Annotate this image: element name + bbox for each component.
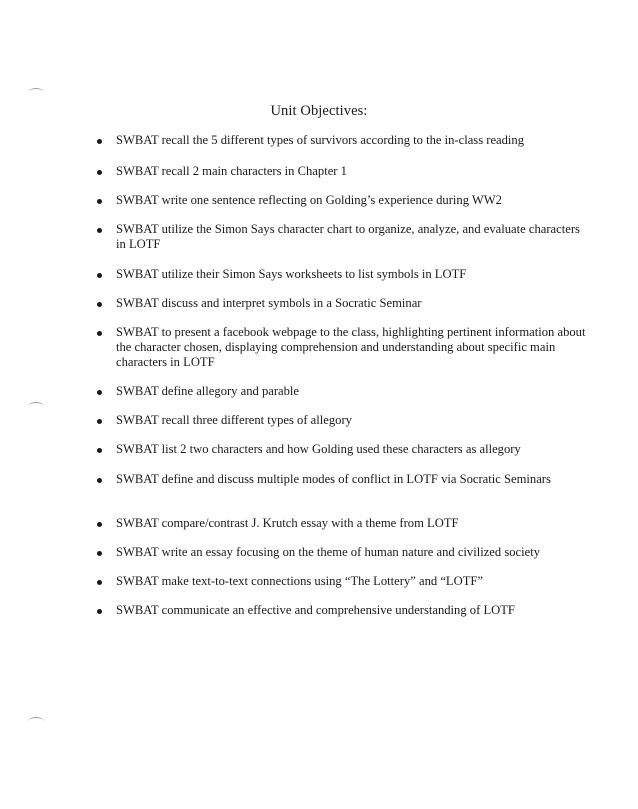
objective-text: SWBAT write one sentence reflecting on Golding’s experience during WW2 [116, 193, 502, 207]
objective-item [97, 267, 586, 282]
bullet-icon [97, 331, 102, 336]
objective-item [97, 516, 586, 531]
objective-item [97, 193, 586, 208]
objective-text: SWBAT recall the 5 different types of survivors according to the in-class reading [116, 133, 525, 147]
bullet-icon [97, 580, 102, 585]
objective-text: SWBAT discuss and interpret symbols in a Socratic Seminar [116, 296, 422, 310]
bullet-icon [97, 419, 102, 424]
page-title: Unit Objectives: [270, 103, 368, 119]
objective-text: SWBAT make text-to-text connections using “The Lottery” and “LOTF” [116, 574, 483, 588]
objective-text: SWBAT define and discuss multiple modes of conflict in LOTF via Socratic Seminars [116, 472, 551, 486]
objective-item [97, 472, 586, 487]
bullet-icon [97, 609, 102, 614]
objective-item [97, 384, 586, 399]
bullet-icon [97, 302, 102, 307]
objective-item [97, 545, 586, 560]
objective-item [97, 413, 586, 428]
objective-text: SWBAT utilize the Simon Says character chart to organize, analyze, and evaluate characters in LOTF [116, 222, 580, 252]
objective-text: SWBAT recall 2 main characters in Chapter 1 [116, 164, 347, 178]
bullet-icon [97, 273, 102, 278]
bullet-icon [97, 170, 102, 175]
objective-text: SWBAT utilize their Simon Says worksheets to list symbols in LOTF [116, 267, 467, 281]
punch-hole-mark-middle [28, 402, 44, 411]
objective-text: SWBAT communicate an effective and comprehensive understanding of LOTF [116, 603, 515, 617]
objective-text: SWBAT to present a facebook webpage to the class, highlighting pertinent information about the character chosen, displaying comprehension and understanding about specific main characters in LOTF [116, 325, 586, 370]
bullet-icon [97, 199, 102, 204]
bullet-icon [97, 139, 102, 144]
bullet-icon [97, 478, 102, 483]
bullet-icon [97, 551, 102, 556]
objective-item [97, 164, 586, 179]
bullet-icon [97, 228, 102, 233]
objective-text: SWBAT define allegory and parable [116, 384, 300, 398]
objective-item [97, 442, 586, 457]
objective-item [97, 574, 586, 589]
bullet-icon [97, 448, 102, 453]
objective-text: SWBAT recall three different types of allegory [116, 413, 352, 427]
bullet-icon [97, 390, 102, 395]
objective-item [97, 296, 586, 311]
objective-text: SWBAT list 2 two characters and how Golding used these characters as allegory [116, 442, 521, 456]
punch-hole-mark-bottom [28, 717, 44, 726]
objective-item [97, 222, 586, 252]
punch-hole-mark-top [28, 88, 44, 97]
objective-text: SWBAT compare/contrast J. Krutch essay with a theme from LOTF [116, 516, 459, 530]
objective-text: SWBAT write an essay focusing on the theme of human nature and civilized society [116, 545, 540, 559]
bullet-icon [97, 522, 102, 527]
objective-item [97, 603, 586, 618]
objective-item [97, 133, 586, 148]
objective-item [97, 325, 586, 371]
